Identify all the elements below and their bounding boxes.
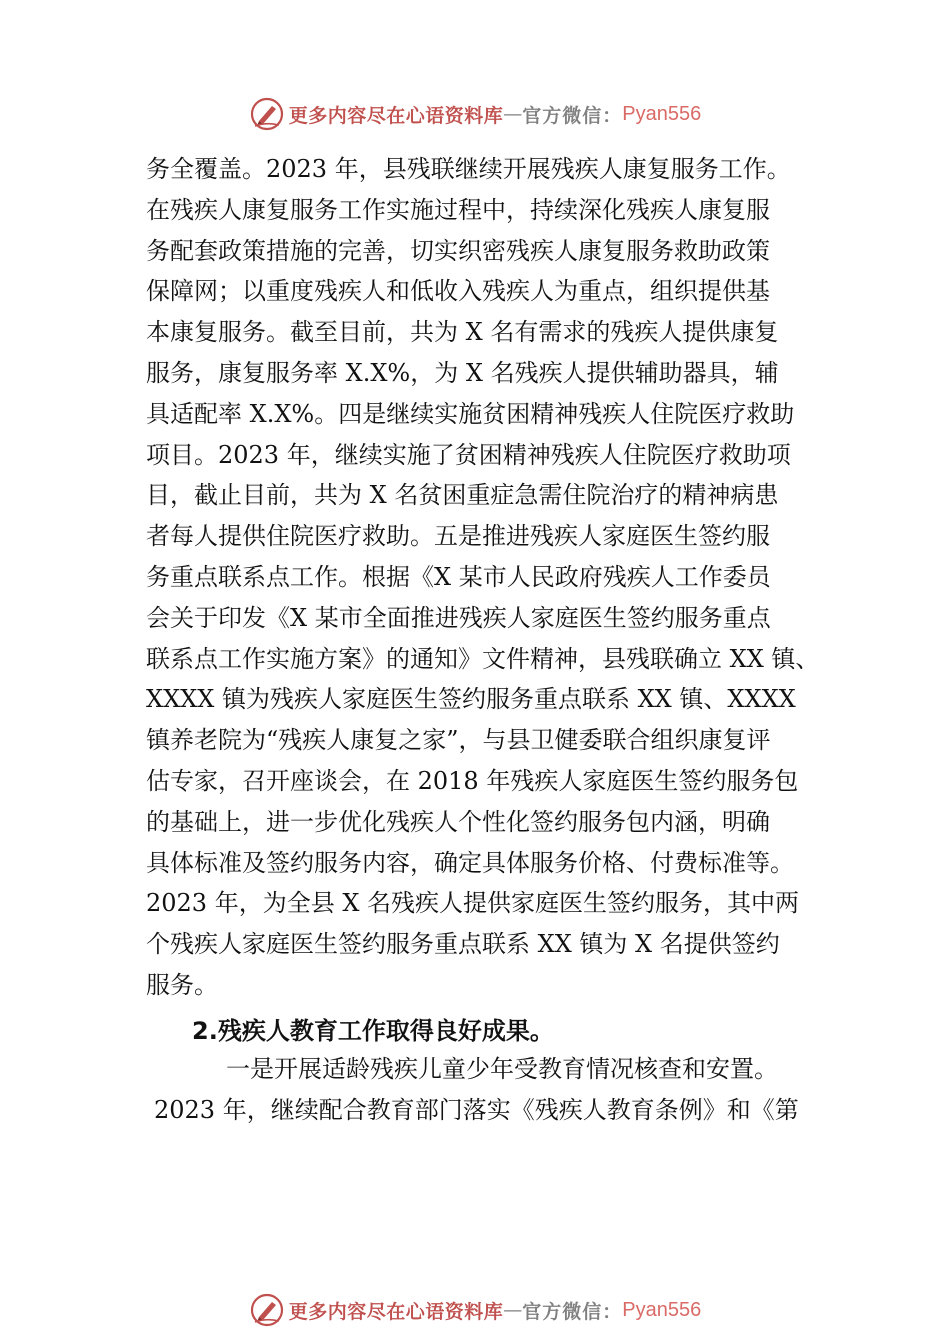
body-line: 会关于印发《X 某市全面推进残疾人家庭医生签约服务重点	[146, 603, 771, 632]
watermark-wechat-id: Pyan556	[622, 102, 702, 125]
body-line: 具适配率 X.X%。四是继续实施贫困精神残疾人住院医疗救助	[146, 399, 795, 428]
watermark-label: 官方微信：	[522, 1300, 623, 1323]
body-line: 在残疾人康复服务工作实施过程中，持续深化残疾人康复服	[146, 195, 770, 224]
body-line: 项目。2023 年，继续实施了贫困精神残疾人住院医疗救助项	[146, 440, 791, 469]
watermark-label: 官方微信：	[522, 104, 623, 127]
watermark-dash: —	[503, 103, 523, 125]
body-line: 目，截止目前，共为 X 名贫困重症急需住院治疗的精神病患	[146, 481, 779, 510]
section-heading: 2.残疾人教育工作取得良好成果。	[192, 1017, 554, 1045]
body-line: 本康复服务。截至目前，共为 X 名有需求的残疾人提供康复	[146, 318, 779, 347]
header-watermark	[0, 96, 950, 132]
body-line: 服务，康复服务率 X.X%，为 X 名残疾人提供辅助器具，辅	[146, 358, 779, 387]
body-line: 镇养老院为“残疾人康复之家”，与县卫健委联合组织康复评	[146, 726, 771, 755]
body-line: 具体标准及签约服务内容，确定具体服务价格、付费标准等。	[146, 848, 794, 877]
pen-logo-icon	[249, 96, 285, 132]
watermark-wechat-id: Pyan556	[622, 1298, 702, 1321]
body-line: 联系点工作实施方案》的通知》文件精神，县残联确立 XX 镇、	[146, 644, 820, 673]
body-line: 者每人提供住院医疗救助。五是推进残疾人家庭医生签约服	[146, 522, 770, 551]
body-line: 服务。	[146, 970, 218, 999]
watermark-dash: —	[503, 1299, 523, 1321]
body-line: XXXX 镇为残疾人家庭医生签约服务重点联系 XX 镇、XXXX	[146, 685, 796, 714]
section-line: 2023 年，继续配合教育部门落实《残疾人教育条例》和《第	[154, 1095, 799, 1124]
watermark-main-text: 更多内容尽在心语资料库	[288, 104, 504, 127]
body-line: 务全覆盖。2023 年，县残联继续开展残疾人康复服务工作。	[146, 155, 791, 183]
body-line: 保障网；以重度残疾人和低收入残疾人为重点，组织提供基	[146, 277, 770, 306]
section-line: 一是开展适龄残疾儿童少年受教育情况核查和安置。	[226, 1055, 778, 1083]
watermark-main-text: 更多内容尽在心语资料库	[288, 1300, 504, 1323]
body-line: 务重点联系点工作。根据《X 某市人民政府残疾人工作委员	[146, 562, 771, 591]
body-line: 的基础上，进一步优化残疾人个性化签约服务包内涵，明确	[146, 807, 770, 836]
footer-watermark	[0, 1292, 950, 1328]
body-paragraph	[146, 149, 826, 1006]
body-line: 务配套政策措施的完善，切实织密残疾人康复服务救助政策	[146, 236, 770, 265]
section-paragraph	[146, 1049, 836, 1131]
body-line: 估专家，召开座谈会，在 2018 年残疾人家庭医生签约服务包	[146, 766, 799, 795]
body-line: 个残疾人家庭医生签约服务重点联系 XX 镇为 X 名提供签约	[146, 930, 780, 959]
body-line: 2023 年，为全县 X 名残疾人提供家庭医生签约服务，其中两	[146, 889, 800, 918]
pen-logo-icon	[249, 1292, 285, 1328]
